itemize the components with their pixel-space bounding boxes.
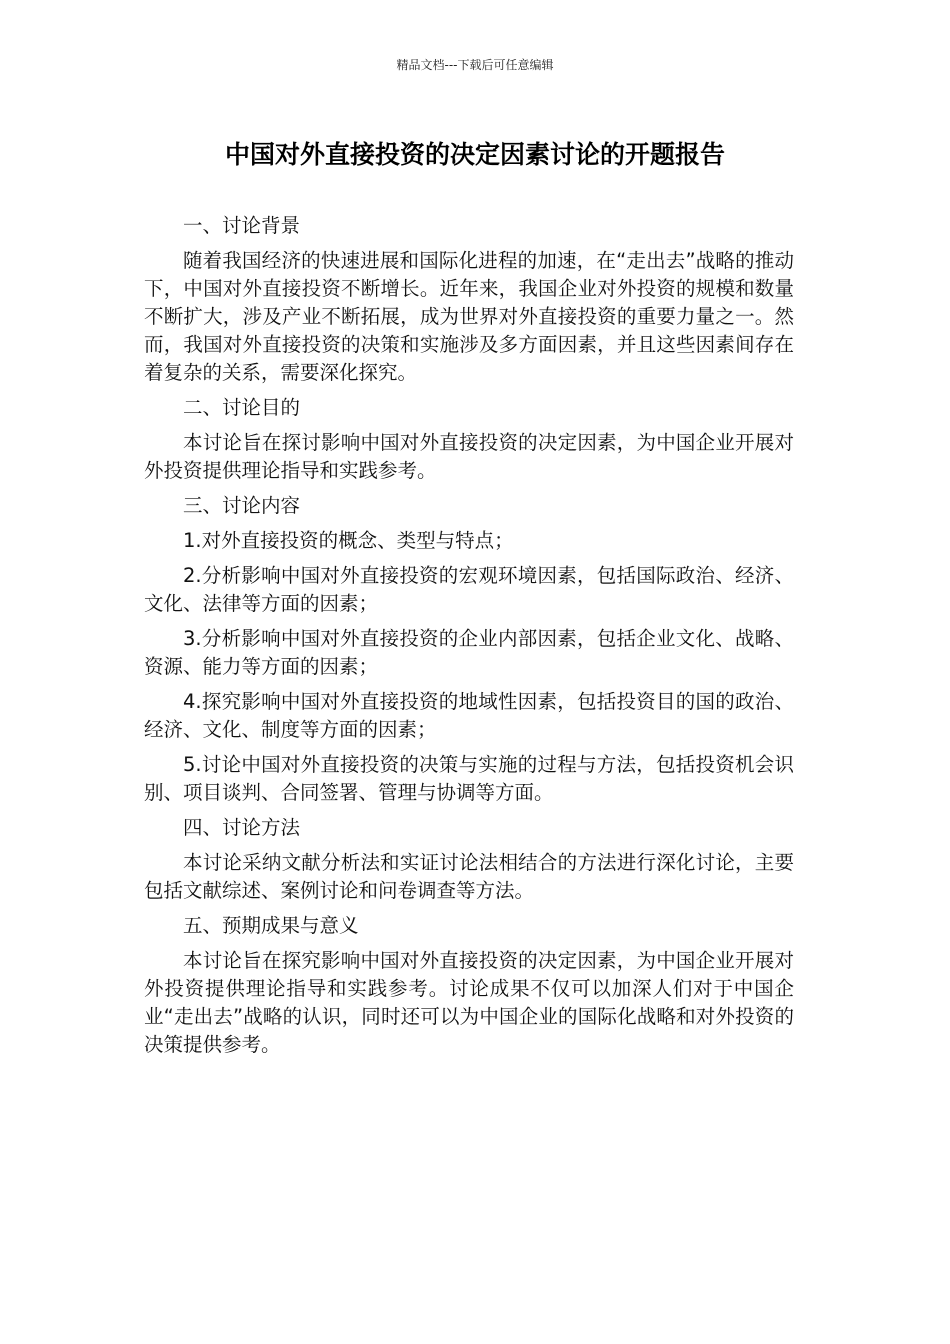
section-heading-purpose: 二、讨论目的 — [183, 396, 301, 419]
section-paragraph-background: 随着我国经济的快速进展和国际化进程的加速，在“走出去”战略的推动下，中国对外直接投资不断增长。近年来，我国企业对外投资的规模和数量不断扩大，涉及产业不断拓展，成为世界对外直接投资的重要力量之一。然而，我国对外直接投资的决策和实施涉及多方面因素，并且这些因素间存在着复杂的关系，需要深化探究。 — [144, 249, 794, 384]
section-heading-outcome: 五、预期成果与意义 — [183, 914, 359, 937]
content-list-item: 2.分析影响中国对外直接投资的宏观环境因素，包括国际政治、经济、文化、法律等方面的因素； — [144, 564, 794, 615]
content-list-item: 3.分析影响中国对外直接投资的企业内部因素，包括企业文化、战略、资源、能力等方面的因素； — [144, 627, 794, 678]
page-header: 精品文档---下载后可任意编辑 — [396, 58, 554, 72]
section-paragraph-purpose: 本讨论旨在探讨影响中国对外直接投资的决定因素，为中国企业开展对外投资提供理论指导和实践参考。 — [144, 431, 794, 482]
section-paragraph-method: 本讨论采纳文献分析法和实证讨论法相结合的方法进行深化讨论，主要包括文献综述、案例讨论和问卷调查等方法。 — [144, 851, 794, 902]
section-heading-background: 一、讨论背景 — [183, 214, 301, 237]
section-heading-content: 三、讨论内容 — [183, 494, 301, 517]
content-list-item: 5.讨论中国对外直接投资的决策与实施的过程与方法，包括投资机会识别、项目谈判、合同签署、管理与协调等方面。 — [144, 753, 794, 804]
document-title: 中国对外直接投资的决定因素讨论的开题报告 — [224, 140, 725, 169]
section-paragraph-outcome: 本讨论旨在探究影响中国对外直接投资的决定因素，为中国企业开展对外投资提供理论指导和实践参考。讨论成果不仅可以加深人们对于中国企业“走出去”战略的认识，同时还可以为中国企业的国际化战略和对外投资的决策提供参考。 — [144, 949, 794, 1056]
document-body — [144, 212, 794, 1066]
section-heading-method: 四、讨论方法 — [183, 816, 301, 839]
content-list-item: 4.探究影响中国对外直接投资的地域性因素，包括投资目的国的政治、经济、文化、制度等方面的因素； — [144, 690, 794, 741]
content-list-item: 1.对外直接投资的概念、类型与特点； — [183, 529, 514, 552]
